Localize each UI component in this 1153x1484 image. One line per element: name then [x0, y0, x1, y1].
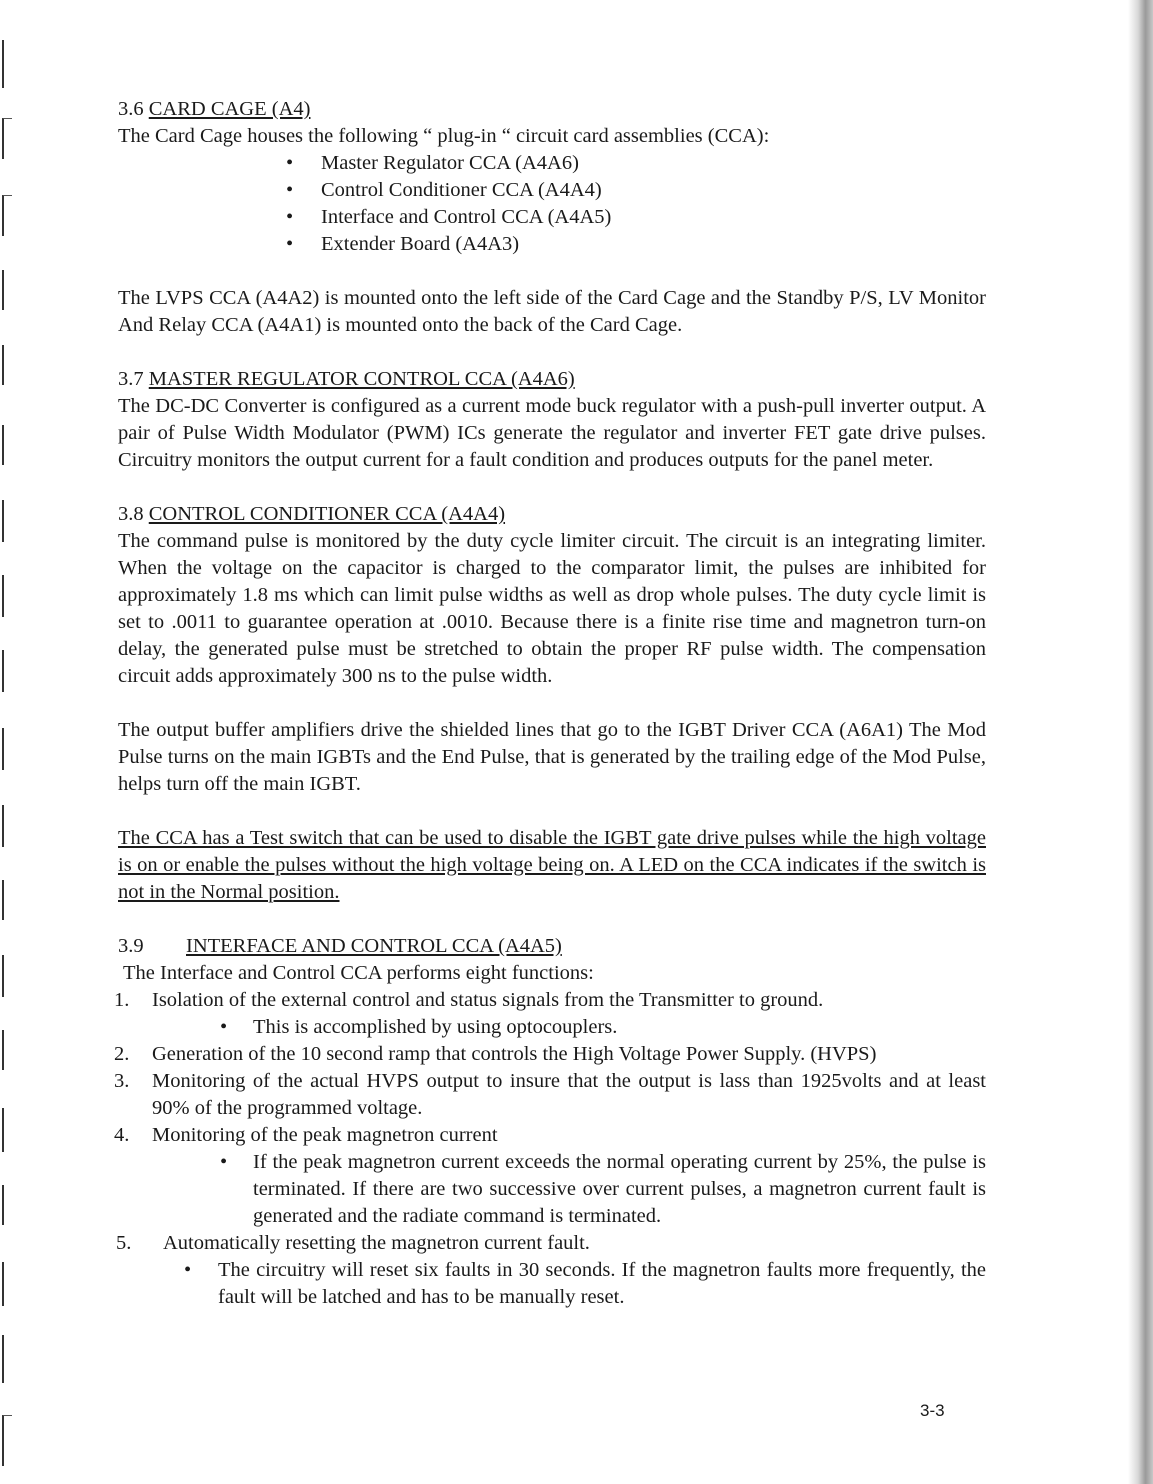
section-3-8-heading	[118, 501, 986, 528]
binder-mark	[2, 650, 12, 692]
item-number: 5.	[116, 1232, 132, 1254]
numbered-item-3	[114, 1068, 986, 1122]
numbered-item-2	[114, 1041, 986, 1068]
binder-mark	[2, 1185, 12, 1225]
section-number: 3.6	[118, 98, 144, 120]
bullet-icon: •	[286, 179, 294, 201]
binder-mark	[2, 1415, 12, 1466]
bullet-icon: •	[286, 206, 294, 228]
item-text: Monitoring of the actual HVPS output to insure that the output is lass than 1925volts and at least 90% of the programmed voltage.	[152, 1070, 986, 1119]
list-item	[118, 177, 986, 204]
binder-mark	[2, 345, 12, 385]
section-3-8-paragraph-2: The output buffer amplifiers drive the shielded lines that go to the IGBT Driver CCA (A6A1) The Mod Pulse turns on the main IGBTs and the End Pulse, that is generated by the trailing edge of the Mod Pulse, helps turn off the main IGBT.	[118, 719, 986, 795]
bullet-icon: •	[286, 152, 294, 174]
binder-mark	[2, 1108, 12, 1152]
section-title: MASTER REGULATOR CONTROL CCA (A4A6)	[148, 368, 575, 390]
section-title: INTERFACE AND CONTROL CCA (A4A5)	[186, 935, 562, 957]
list-item-text: Interface and Control CCA (A4A5)	[321, 206, 612, 228]
binder-mark	[2, 500, 12, 542]
item-number: 4.	[114, 1124, 130, 1146]
bullet-icon: •	[220, 1016, 228, 1038]
binder-mark	[2, 1335, 12, 1383]
section-3-6-intro: The Card Cage houses the following “ plug-in “ circuit card assemblies (CCA):	[118, 125, 770, 147]
list-item-text: Master Regulator CCA (A4A6)	[321, 152, 579, 174]
sub-bullet	[118, 1257, 986, 1311]
sub-bullet	[118, 1149, 986, 1230]
item-text: Monitoring of the peak magnetron current	[152, 1124, 498, 1146]
section-number: 3.8	[118, 503, 144, 525]
section-3-6-heading	[118, 96, 986, 123]
numbered-item-1	[114, 987, 986, 1014]
page-edge-shadow	[1128, 0, 1153, 1484]
list-item	[118, 150, 986, 177]
item-text: Automatically resetting the magnetron current fault.	[163, 1232, 590, 1254]
page-number: 3-3	[920, 1401, 945, 1420]
section-3-7-paragraph: The DC-DC Converter is configured as a current mode buck regulator with a push-pull inverter output. A pair of Pulse Width Modulator (PWM) ICs generate the regulator and inverter FET gate drive pulses. Circuitry monitors the output current for a fault condition and produces outputs for the panel meter.	[118, 395, 986, 471]
section-3-9-intro: The Interface and Control CCA performs eight functions:	[123, 962, 594, 984]
sub-bullet-text: This is accomplished by using optocouplers.	[253, 1016, 618, 1038]
item-text: Isolation of the external control and status signals from the Transmitter to ground.	[152, 989, 824, 1011]
item-number: 1.	[114, 989, 130, 1011]
numbered-item-5	[118, 1230, 986, 1257]
list-item-text: Control Conditioner CCA (A4A4)	[321, 179, 602, 201]
binder-mark	[2, 1262, 12, 1306]
list-item-text: Extender Board (A4A3)	[321, 233, 520, 255]
sub-bullet-text: If the peak magnetron current exceeds the normal operating current by 25%, the pulse is terminated. If there are two successive over current pulses, a magnetron current fault is generated and the radiate command is terminated.	[253, 1151, 986, 1227]
section-3-9-heading	[118, 933, 986, 960]
section-3-8-paragraph-1: The command pulse is monitored by the duty cycle limiter circuit. The circuit is an integrating limiter. When the voltage on the capacitor is charged to the comparator limit, the pulses are inhibited for approximately 1.8 ms which can limit pulse widths as well as drop whole pulses. The duty cycle limit is set to .0011 to guarantee operation at .0010. Because there is a finite rise time and magnetron turn-on delay, the generated pulse must be stretched to obtain the proper RF pulse width. The compensation circuit adds approximately 300 ns to the pulse width.	[118, 530, 986, 687]
section-title: CONTROL CONDITIONER CCA (A4A4)	[148, 503, 506, 525]
cca-list	[118, 150, 986, 258]
page-content	[114, 96, 986, 1311]
binder-mark	[2, 575, 12, 617]
sub-bullet-text: The circuitry will reset six faults in 30 seconds. If the magnetron faults more frequently, the fault will be latched and has to be manually reset.	[218, 1259, 986, 1308]
binder-mark	[2, 880, 12, 920]
item-number: 2.	[114, 1043, 130, 1065]
item-text: Generation of the 10 second ramp that controls the High Voltage Power Supply. (HVPS)	[152, 1043, 877, 1065]
binder-mark	[2, 118, 12, 159]
binder-mark	[2, 728, 12, 770]
section-number: 3.9	[118, 935, 144, 957]
binder-mark	[2, 270, 12, 310]
binder-mark	[2, 195, 12, 236]
binder-mark	[2, 1030, 12, 1070]
binder-mark	[2, 425, 12, 465]
section-3-7-heading	[118, 366, 986, 393]
list-item	[118, 204, 986, 231]
bullet-icon: •	[286, 233, 294, 255]
sub-bullet	[118, 1014, 986, 1041]
item-number: 3.	[114, 1070, 130, 1092]
section-title: CARD CAGE (A4)	[148, 98, 311, 120]
binder-mark	[2, 955, 12, 997]
list-item	[118, 231, 986, 258]
binder-mark	[2, 805, 12, 847]
numbered-item-4	[114, 1122, 986, 1149]
binder-mark	[2, 40, 12, 88]
section-number: 3.7	[118, 368, 144, 390]
bullet-icon: •	[220, 1151, 228, 1173]
bullet-icon: •	[184, 1259, 192, 1281]
section-3-6-paragraph: The LVPS CCA (A4A2) is mounted onto the left side of the Card Cage and the Standby P/S, LV Monitor And Relay CCA (A4A1) is mounted onto the back of the Card Cage.	[118, 287, 986, 336]
section-3-8-paragraph-3: The CCA has a Test switch that can be used to disable the IGBT gate drive pulses while the high voltage is on or enable the pulses without the high voltage being on. A LED on the CCA indicates if the switch is not in the Normal position.	[118, 827, 986, 903]
